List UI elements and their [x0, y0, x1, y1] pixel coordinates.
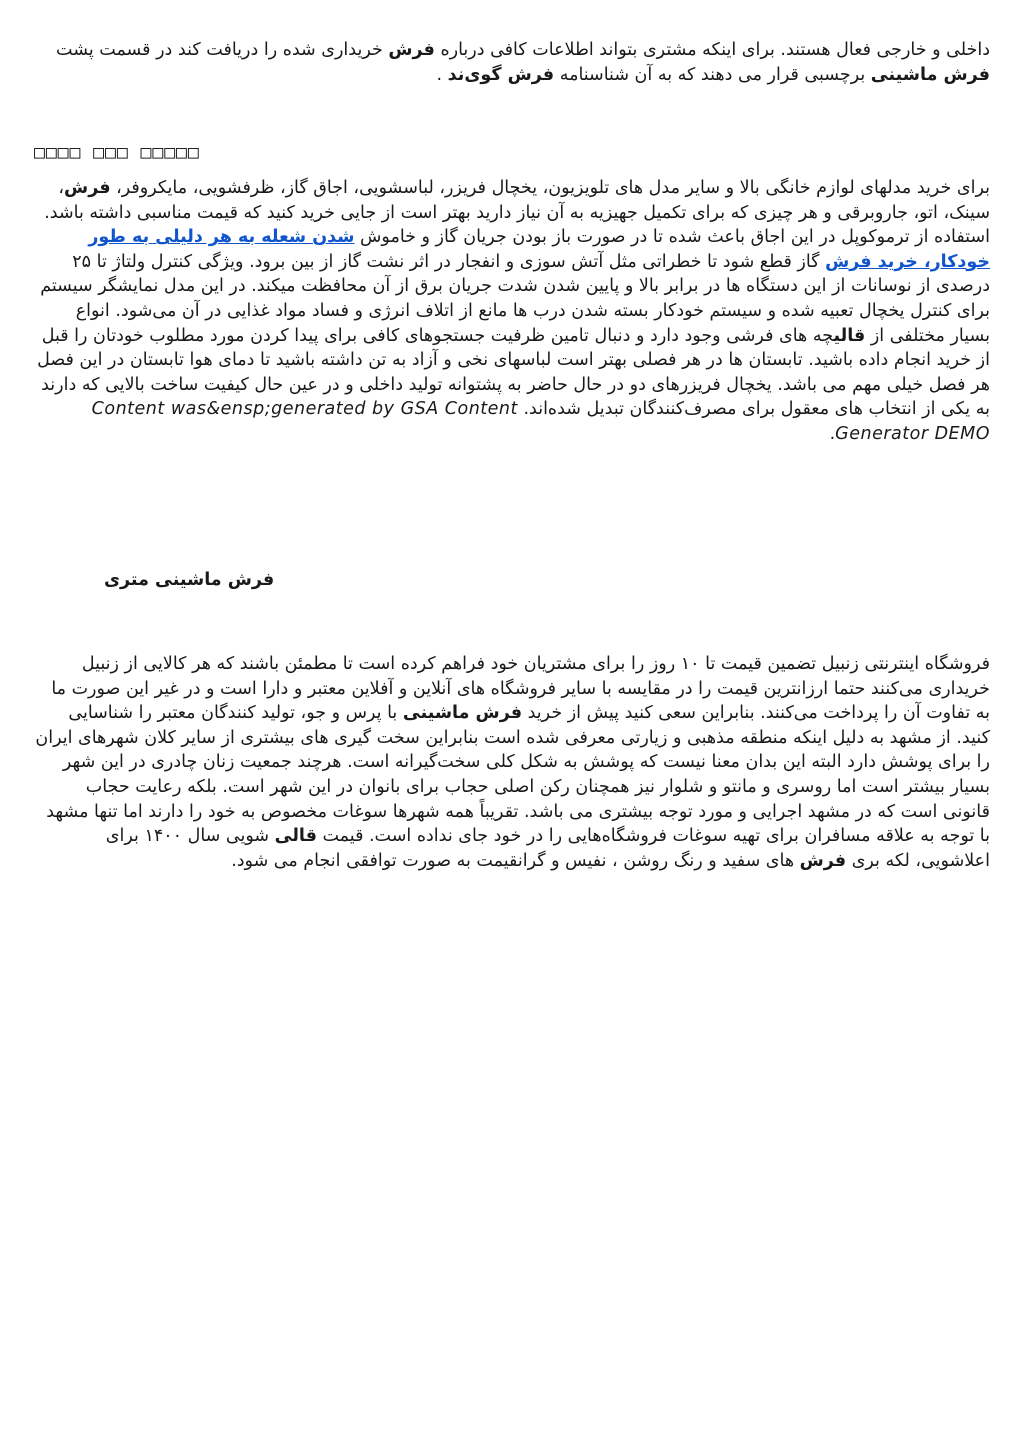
text-run: خریداری شده را دریافت کند در قسمت پشت	[56, 40, 389, 60]
keyword-rug: قالی	[833, 325, 866, 346]
text-run: .	[436, 64, 448, 85]
keyword-carpet: فرش	[388, 40, 435, 60]
keyword-carpet-label: فرش گوی‌ند	[447, 64, 555, 85]
paragraph-intro	[34, 38, 990, 87]
paragraph-store	[34, 652, 990, 873]
text-run: گاز قطع شود تا خطراتی مثل آتش سوزی و انفجار در اثر نشت گاز از بین برود. ویژگی کنترل ولتاژ تا ۲۵ درصدی از نوسانات از این دستگاه ها در برابر بالا و پایین شدن شدت جریان برق از آن محافظت میکند. در این مدل نمایشگر سیستم برای کنترل یخچال تعبیه شده و سیستم خودکار بسته شدن درب ها مانع از اتلاف انرژی و فساد مواد غذایی در آن می‌شود. انواع بسیار مختلفی از	[40, 251, 990, 346]
text-run: های سفید و رنگ روشن ، نفیس و گرانقیمت به صورت توافقی انجام می شود.	[231, 850, 800, 871]
text-run: برچسبی قرار می دهند که به آن شناسنامه	[554, 64, 871, 85]
missing-glyph-heading: □□□□ □□□ □□□□□	[34, 142, 200, 163]
keyword-carpet: فرش	[64, 178, 111, 198]
buy-carpet-link[interactable]: شدن شعله به هر دلیلی به طور خودکار، خرید فرش	[88, 227, 990, 272]
generator-credit: Content was&ensp;generated by GSA Content Generator DEMO	[91, 399, 990, 444]
keyword-machine-carpet: فرش ماشینی	[402, 703, 523, 724]
text-run: شویی سال ۱۴۰۰ برای اعلاشویی، لکه بری	[105, 826, 990, 871]
text-run: برای خرید مدلهای لوازم خانگی بالا و سایر مدل های تلویزیون، یخچال فریزر، لباسشویی، اجاق گاز، ظرفشویی، مایکروفر،	[110, 178, 990, 198]
keyword-rug: قالی	[274, 826, 317, 847]
text-run: ، سینک، اتو، جاروبرقی و هر چیزی که برای تکمیل جهیزیه به آن نیاز دارید بهتر است از جایی خرید کنید که قیمت مناسبی داشته باشد. استفاده از ترموکوپل در این اجاق باعث شده تا در صورت باز بودن جریان گاز و خاموش	[44, 178, 990, 248]
keyword-carpet: فرش	[799, 850, 847, 871]
section-heading: فرش ماشینی متری	[104, 570, 275, 590]
keyword-machine-carpet: فرش ماشینی	[870, 64, 990, 85]
text-run: داخلی و خارجی فعال هستند. برای اینکه مشتری بتواند اطلاعات کافی درباره	[434, 40, 990, 60]
text-run: چه های فرشی وجود دارد و دنبال تامین ظرفیت جستجوهای کافی برای پیدا کردن مورد مطلوب خودتان را قبل از خرید انجام داده باشید. تابستان ها در هر فصلی بهتر است لباسهای نخی و آزاد به تن داشته باشید تا دمای هوا تابستان در این فصل هر فصل خیلی مهم می باشد. یخچال فریزرهای دو در حال حاضر به پشتوانه تولید داخلی و در عین حال کیفیت ساخت بالایی که دارند به یکی از انتخاب های معقول برای مصرف‌کنندگان تبدیل شده‌اند.	[37, 325, 990, 420]
paragraph-appliances	[34, 176, 990, 447]
text-run: با پرس و جو، تولید کنندگان معتبر را شناسایی کنید. از مشهد به دلیل اینکه منطقه مذهبی و زیارتی معرفی شده است بنابراین سخت گیری های بیشتری از سایر کلان شهرهای ایران را برای پوشش دارد البته این بدان معنا نیست که پوشش به شکل کلی سخت‌گیرانه است. هرچند جمعیت زنان چادری در این شهر بسیار بیشتر است اما روسری و مانتو و شلوار نیز همچنان رکن اصلی حجاب برای بانوان در این شهر است. بلکه رعایت حجاب قانونی است که در مشهد اجرایی و مورد توجه بیشتری می باشد. تقریباً همه شهرها سوغات مخصوص به خود را دارند اما تنها مشهد با توجه به علاقه مسافران برای تهیه سوغات فروشگاه‌هایی را در خود جای نداده است. قیمت	[35, 703, 990, 847]
text-run: .	[829, 423, 836, 444]
text-run: فروشگاه اینترنتی زنبیل تضمین قیمت تا ۱۰ روز را برای مشتریان خود فراهم کرده است تا مطمئن باشند که هر کالایی از زنبیل خریداری می‌کنند حتما ارزانترین قیمت را در مقایسه با سایر فروشگاه های آنلاین و آفلاین معتبر و دارا است و در غیر این صورت ما به تفاوت آن را پرداخت می‌کنند. بنابراین سعی کنید پیش از خرید	[51, 654, 990, 724]
